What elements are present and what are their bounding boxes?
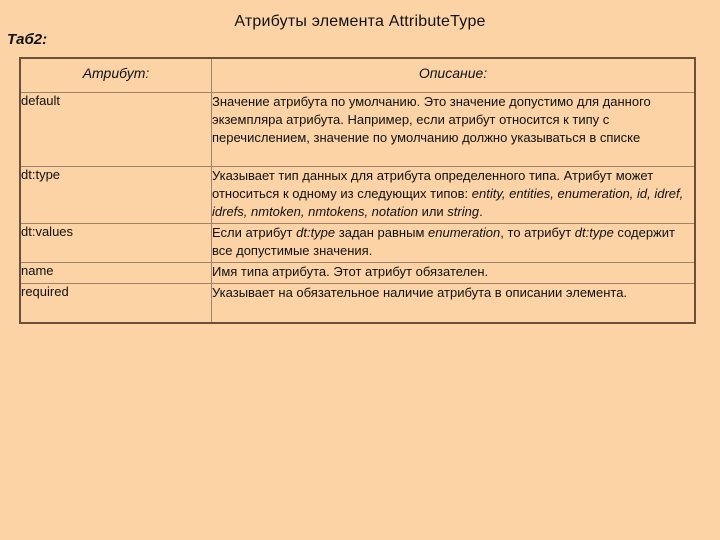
column-header-description: Описание: [212,58,696,93]
table-row [20,93,695,167]
attribute-description-cell: Указывает на обязательное наличие атрибута в описании элемента. [212,284,696,324]
page-title: Атрибуты элемента AttributeType [234,13,486,30]
attribute-description-cell: Значение атрибута по умолчанию. Это значение допустимо для данного экземпляра атрибута. Например, если атрибут относится к типу с перечислением, значение по умолчанию должно указываться в списке [212,93,696,167]
type-name: string [447,204,480,219]
description-text: Если атрибут [212,225,297,240]
description-text: содержит все допустимые значения. [212,225,675,258]
attribute-description-cell [212,224,696,263]
type-name: enumeration [428,225,501,240]
table-row [20,224,695,263]
column-header-attribute: Атрибут: [20,58,212,93]
description-text: . [479,204,483,219]
table-row [20,167,695,224]
description-text: , то атрибут [500,225,575,240]
attribute-name-cell: name [20,263,212,284]
table-label: Таб2: [7,31,48,48]
attribute-name-cell: dt:type [20,167,212,224]
attribute-name-cell: required [20,284,212,324]
attribute-name-cell: default [20,93,212,167]
description-text: задан равным [335,225,428,240]
description-text: Указывает тип данных для атрибута определенного типа. Атрибут может относиться к одному из следующих типов: [212,168,654,201]
attribute-description-cell [212,167,696,224]
description-text: или [417,204,448,219]
attribute-reference: dt:type [296,225,336,240]
table-row [20,263,695,284]
attribute-reference: dt:type [574,225,614,240]
attribute-description-cell: Имя типа атрибута. Этот атрибут обязателен. [212,263,696,284]
table-row [20,284,695,324]
attributes-table [19,57,696,324]
table-header-row [20,58,695,93]
attribute-name-cell: dt:values [20,224,212,263]
type-list: entity, entities, enumeration, id, idref, idrefs, nmtoken, nmtokens, notation [212,186,684,219]
